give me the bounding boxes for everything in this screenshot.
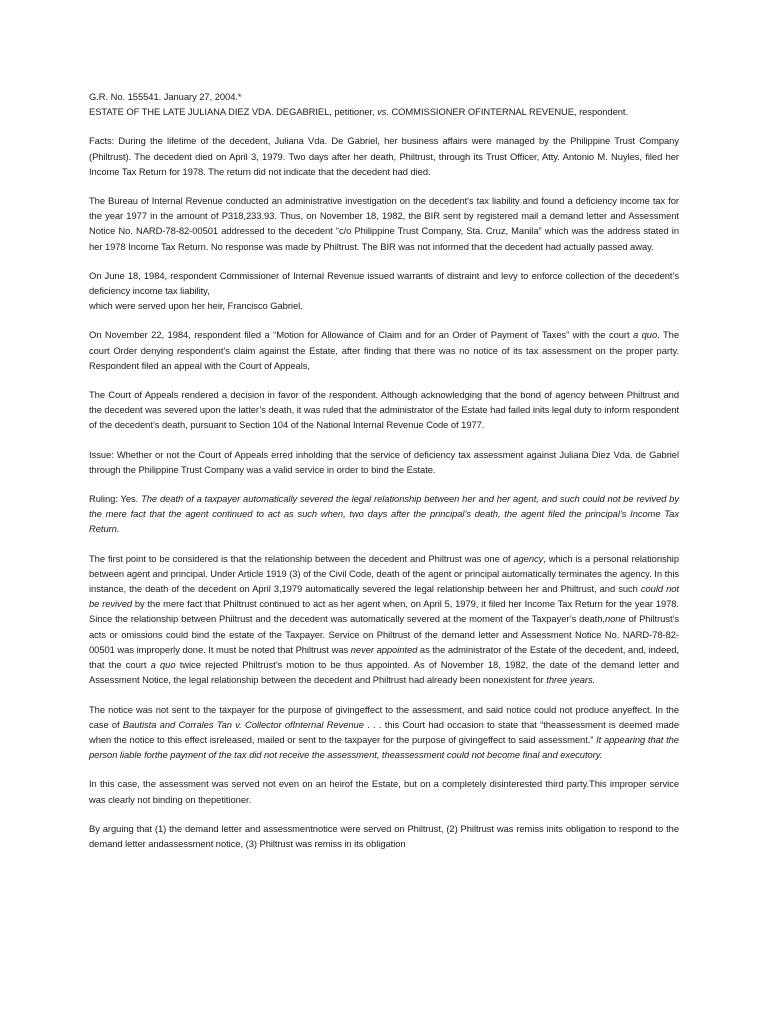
motion-text-b: . The court Order denying respondent’s claim against the Estate, after finding that there was no notice of its tax assessment on the proper party. Respondent filed an appeal with the Court of Appeals, [89,329,679,371]
first-point-revived: could not be revived [89,583,679,610]
respondent-text: COMMISSIONER OFINTERNAL REVENUE, respondent. [388,106,629,118]
motion-text-a: On November 22, 1984, respondent filed a “Motion for Allowance of Claim and for an Order of Payment of Taxes” with the court [89,329,634,341]
first-point-a-quo: a quo [150,659,176,671]
in-this-case-paragraph: In this case, the assessment was served not even on an heirof the Estate, but on a completely disinterested third party.This improper service was clearly not binding on thepetitioner. [89,778,679,805]
notice-a: The notice was not sent to the taxpayer for the purpose of givingeffect to the assessment, and said notice could not produce anyeffect. In the case of [89,703,679,730]
case-header [89,89,679,119]
first-point-a: The first point to be considered is that the relationship between the decedent and Philtrust was one of [89,552,514,564]
first-point-paragraph [89,551,679,688]
bir-paragraph: The Bureau of Internal Revenue conducted an administrative investigation on the decedent's tax liability and found a deficiency income tax for the year 1977 in the amount of P318,233.93. Thus, on November 18, 1982, the BIR sent by registered mail a demand letter and Assessment Notice No. NARD-78-82-00501 addressed to the decedent “c/o Philippine Trust Company, Sta. Cruz, Manila” which was the address stated in her 1978 Income Tax Return. No response was made by Philtrust. The BIR was not informed that the decedent had actually passed away. [89,195,679,252]
first-point-c: by the mere fact that Philtrust continued to act as her agent when, on April 5, 1979, it filed her Income Tax Return for the year 1978. Since the relationship between Philtrust and the decedent was automatically severed at the moment of the Taxpayer’s death, [89,598,679,625]
first-point-b: , which is a personal relationship between agent and principal. Under Article 1919 (3) of the Civil Code, death of the agent or principal automatically terminates the agency. In this instance, the death of the decedent on April 3,1979 automatically severed the legal relationship between her and Philtrust, and such [89,552,679,595]
court-of-appeals-paragraph: The Court of Appeals rendered a decision in favor of the respondent. Although acknowledging that the bond of agency between Philtrust and the decedent was severed upon the latter’s death, it was ruled that the administrator of the Estate had failed inits legal duty to inform respondent of the decedent’s death, pursuant to Section 104 of the National Internal Revenue Code of 1977. [89,389,680,431]
first-point-e: as the administrator of the Estate of the decedent, and, indeed, that the court [89,643,679,671]
document-page [89,89,679,865]
first-point-agency: agency [513,552,544,564]
notice-paragraph [89,702,679,763]
warrants-line-1: On June 18, 1984, respondent Commissioner of Internal Revenue issued warrants of distraint and levy to enforce collection of the decedent’s deficiency income tax liability, [89,269,679,297]
case-number: G.R. No. 155541. January 27, 2004.* [89,91,242,102]
facts-paragraph: Facts: During the lifetime of the decedent, Juliana Vda. De Gabriel, her business affairs were managed by the Philippine Trust Company (Philtrust). The decedent died on April 3, 1979. Two days after her death, Philtrust, through its Trust Officer, Atty. Antonio M. Nuyles, filed her Income Tax Return for 1978. The return did not indicate that the decedent had died. [89,135,679,177]
first-point-f: twice rejected Philtrust’s motion to be thus appointed. As of November 18, 1982, the date of the demand letter and Assessment Notice, the legal relationship between the decedent and Philtrust had already been nonexistent for [89,659,679,686]
ruling-label: Ruling: Yes. [89,493,142,505]
warrants-line-2: which were served upon her heir, Francisco Gabriel. [89,300,303,312]
notice-b: . . . this Court had occasion to state that “theassessment is deemed made when the notice to this effect isreleased, mailed or sent to the taxpayer for the purpose of givingeffect to said assessment.” [89,718,679,745]
versus-text: vs. [377,106,389,118]
case-parties [89,104,679,119]
ruling-paragraph [89,491,679,537]
notice-italic: It appearing that the person liable forthe payment of the tax did not receive the assessment, theassessment could not become final and executory. [89,733,679,761]
issue-paragraph: Issue: Whether or not the Court of Appeals erred inholding that the service of deficiency tax assessment against Juliana Diez Vda. de Gabriel through the Philippine Trust Company was a valid service in order to bind the Estate. [89,448,679,475]
warrants-paragraph [89,268,679,314]
first-point-d: of Philtrust’s acts or omissions could bind the estate of the Taxpayer. Service on Philtrust of the demand letter and Assessment Notice No. NARD-78-82-00501 was improperly done. It must be noted that Philtrust was [89,613,679,655]
first-point-never: never appointed [350,643,418,655]
motion-a-quo: a quo [633,329,658,341]
arguing-paragraph: By arguing that (1) the demand letter and assessmentnotice were served on Philtrust, (2) Philtrust was remiss inits obligation to respond to the demand letter andassessment notice, (3) Philtrust was remiss in its obligation [89,822,679,849]
motion-paragraph [89,327,679,373]
notice-case-name: Bautista and Corrales Tan v. Collector ofInternal Revenue [122,718,364,730]
first-point-years: three years. [546,674,596,686]
ruling-text: The death of a taxpayer automatically severed the legal relationship between her and her agent, and such could not be revived by the mere fact that the agent continued to act as such when, two days after the principal’s death, the agent filed the principal’s Income Tax Return. [89,493,679,535]
petitioner-text: ESTATE OF THE LATE JULIANA DIEZ VDA. DEGABRIEL, petitioner, [89,106,378,118]
first-point-none: none [604,613,626,625]
